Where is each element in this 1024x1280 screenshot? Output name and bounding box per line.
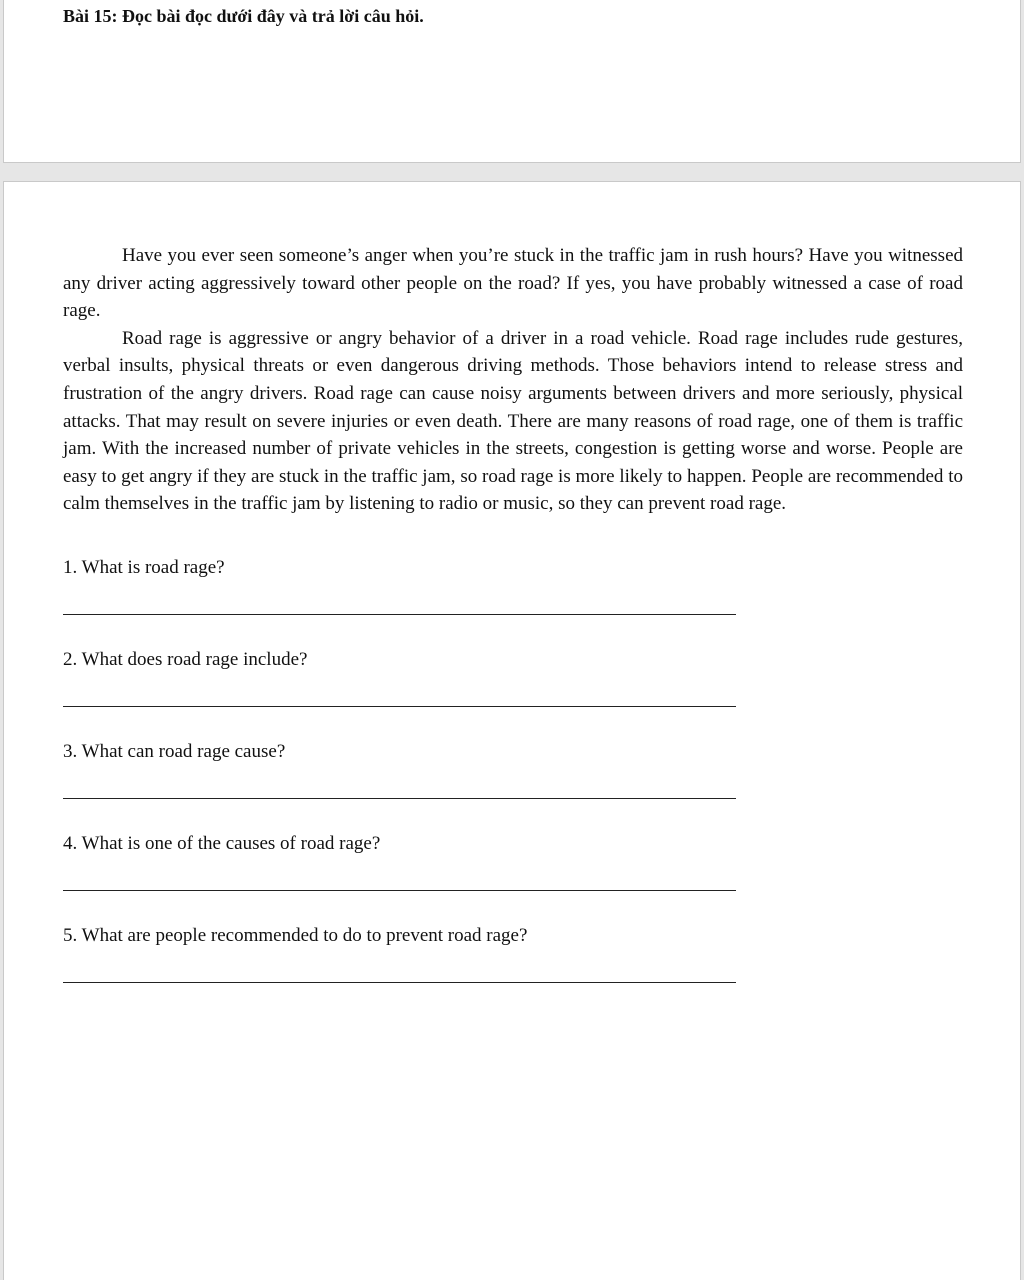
question-text: 1. What is road rage? xyxy=(63,557,225,578)
answer-line[interactable] xyxy=(63,706,736,707)
reading-passage xyxy=(63,242,963,518)
answer-line[interactable] xyxy=(63,614,736,615)
question-text: 3. What can road rage cause? xyxy=(63,741,286,762)
question-list xyxy=(63,556,963,1016)
passage-paragraph-2: Road rage is aggressive or angry behavior of a driver in a road vehicle. Road rage includes rude gestures, verbal insults, physical threats or even dangerous driving methods. Those behaviors intend to release stress and frustration of the angry drivers. Road rage can cause noisy arguments between drivers and more seriously, physical attacks. That may result on severe injuries or even death. There are many reasons of road rage, one of them is traffic jam. With the increased number of private vehicles in the streets, congestion is getting worse and worse. People are easy to get angry if they are stuck in the traffic jam, so road rage is more likely to happen. People are recommended to calm themselves in the traffic jam by listening to radio or music, so they can prevent road rage. xyxy=(63,327,963,515)
document-page-main xyxy=(3,181,1021,1280)
document-page-top xyxy=(3,0,1021,163)
exercise-title: Bài 15: Đọc bài đọc dưới đây và trả lời câu hỏi. xyxy=(63,6,424,26)
question-item xyxy=(63,648,963,740)
question-item xyxy=(63,924,963,1016)
answer-line[interactable] xyxy=(63,890,736,891)
question-text: 4. What is one of the causes of road rage? xyxy=(63,833,381,854)
question-item xyxy=(63,832,963,924)
answer-line[interactable] xyxy=(63,798,736,799)
question-item xyxy=(63,556,963,648)
question-item xyxy=(63,740,963,832)
passage-paragraph-1: Have you ever seen someone’s anger when you’re stuck in the traffic jam in rush hours? Have you witnessed any driver acting aggressively toward other people on the road? If yes, you have probably witnessed a case of road rage. xyxy=(63,245,963,322)
question-text: 2. What does road rage include? xyxy=(63,649,308,670)
question-text: 5. What are people recommended to do to prevent road rage? xyxy=(63,925,528,946)
answer-line[interactable] xyxy=(63,982,736,983)
